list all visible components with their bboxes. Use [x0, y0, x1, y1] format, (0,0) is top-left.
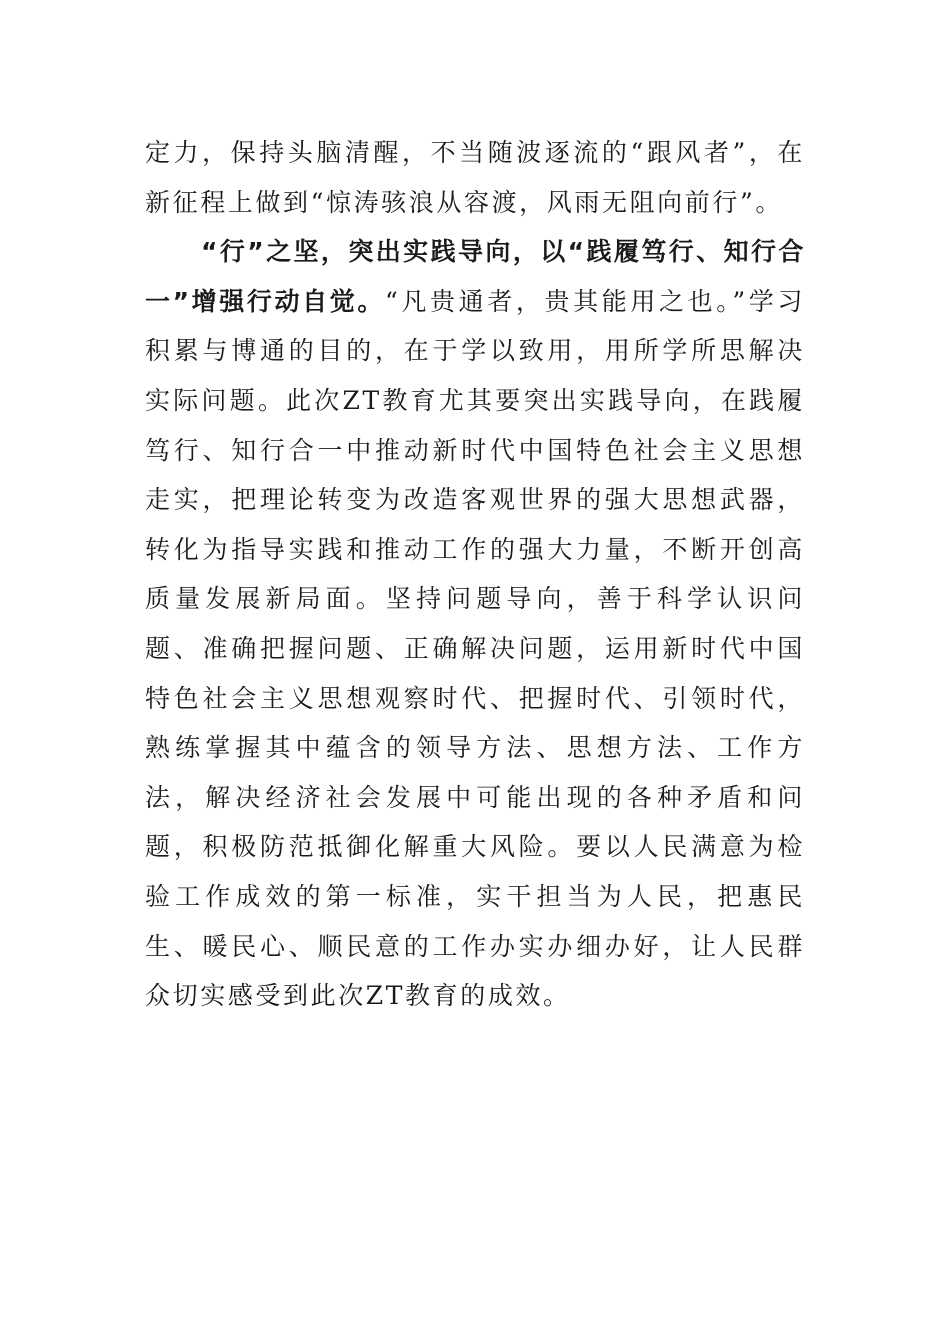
paragraph-lead-heading: “行”之坚，突出实践导向，以“践履笃行、知行合一”增强行动自觉。 [145, 237, 805, 316]
document-body [145, 128, 805, 1021]
paragraph-text: 定力，保持头脑清醒，不当随波逐流的“跟风者”，在新征程上做到“惊涛骇浪从容渡，风雨无阻向前行”。 [145, 138, 805, 217]
paragraph-text: “凡贵通者，贵其能用之也。”学习积累与博通的目的，在于学以致用，用所学所思解决实际问题。此次ZT教育尤其要突出实践导向，在践履笃行、知行合一中推动新时代中国特色社会主义思想走实，把理论转变为改造客观世界的强大思想武器，转化为指导实践和推动工作的强大力量，不断开创高质量发展新局面。坚持问题导向，善于科学认识问题、准确把握问题、正确解决问题，运用新时代中国特色社会主义思想观察时代、把握时代、引领时代，熟练掌握其中蕴含的领导方法、思想方法、工作方法，解决经济社会发展中可能出现的各种矛盾和问题，积极防范抵御化解重大风险。要以人民满意为检验工作成效的第一标准，实干担当为人民，把惠民生、暖民心、顺民意的工作办实办细办好，让人民群众切实感受到此次ZT教育的成效。 [145, 286, 805, 1011]
paragraph-continuation [145, 128, 805, 227]
paragraph-practice [145, 227, 805, 1021]
